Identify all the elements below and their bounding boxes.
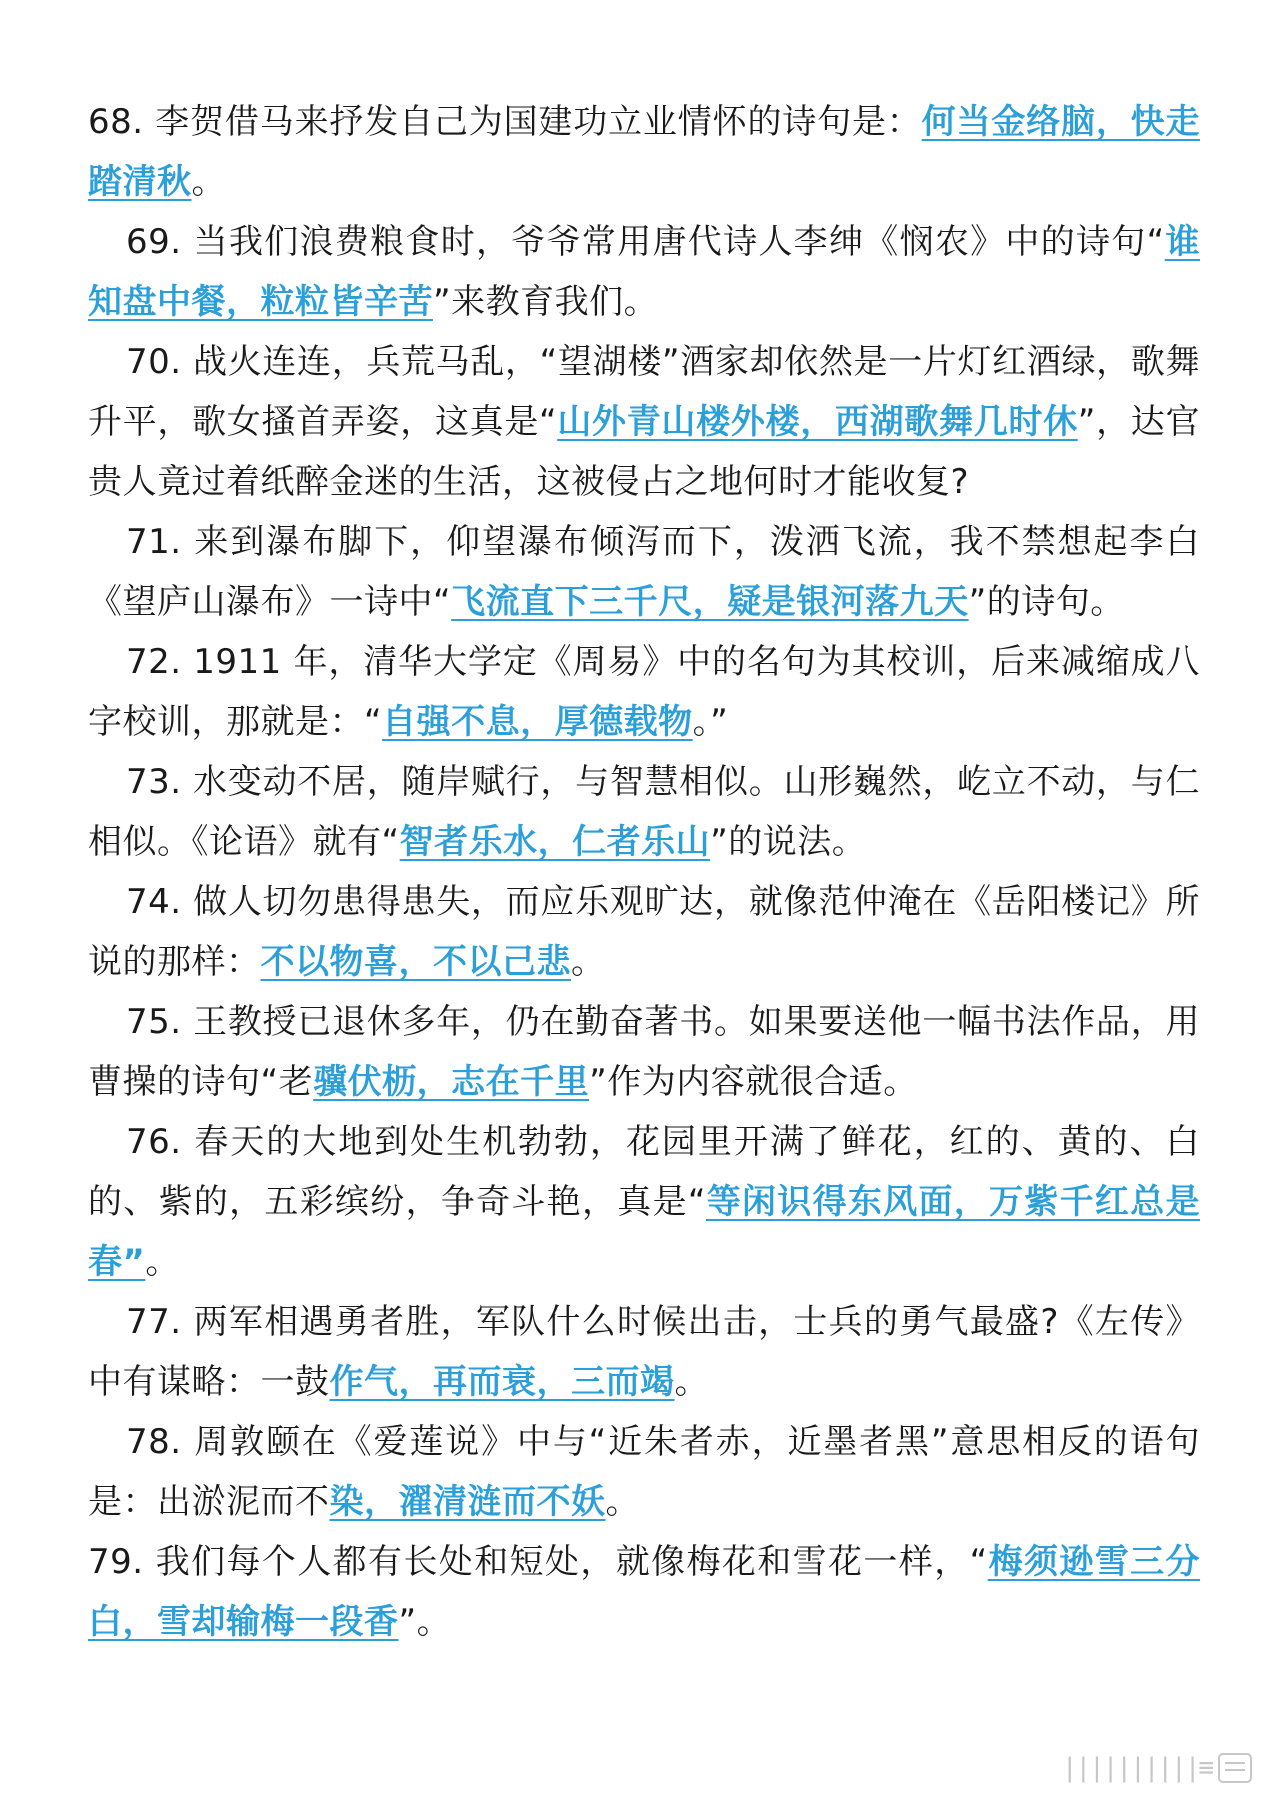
- answer-text: 作气，再而衰，三而竭: [329, 1362, 675, 1402]
- question-text: 79. 我们每个人都有长处和短处，就像梅花和雪花一样，“: [88, 1542, 988, 1582]
- question-tail: 。”: [692, 702, 729, 742]
- question-73: [88, 752, 1200, 872]
- question-78: [88, 1412, 1200, 1532]
- answer-text: 不以物喜，不以己悲: [260, 942, 571, 982]
- menu-icon: [1218, 1753, 1252, 1783]
- question-75: [88, 992, 1200, 1112]
- answer-text: 山外青山楼外楼，西湖歌舞几时休: [557, 402, 1078, 442]
- answer-text: 自强不息，厚德载物: [382, 702, 693, 742]
- question-70: [88, 332, 1200, 512]
- question-69: [88, 212, 1200, 332]
- answer-text: 谁知盘中餐，粒粒皆辛苦: [88, 222, 1200, 322]
- question-tail: 。: [145, 1242, 180, 1282]
- question-text: 71. 来到瀑布脚下，仰望瀑布倾泻而下，泼洒飞流，我不禁想起李白《望庐山瀑布》一诗中“: [88, 522, 1200, 622]
- answer-text: 骥伏枥，志在千里: [313, 1062, 590, 1102]
- question-text: 72. 1911 年，清华大学定《周易》中的名句为其校训，后来减缩成八字校训，那就是：“: [88, 642, 1200, 742]
- question-tail: ”来教育我们。: [433, 282, 659, 322]
- answer-text: 智者乐水，仁者乐山: [399, 822, 711, 862]
- question-text: 73. 水变动不居，随岸赋行，与智慧相似。山形巍然，屹立不动，与仁相似。《论语》就有“: [88, 762, 1200, 862]
- answer-text: 何当金络脑，快走踏清秋: [88, 102, 1200, 202]
- question-tail: ”的说法。: [710, 822, 867, 862]
- question-79: [88, 1532, 1200, 1652]
- question-tail: 。: [674, 1362, 709, 1402]
- question-tail: 。: [571, 942, 606, 982]
- question-tail: ”的诗句。: [968, 582, 1125, 622]
- answer-text: 飞流直下三千尺，疑是银河落九天: [451, 582, 969, 622]
- question-text: 74. 做人切勿患得患失，而应乐观旷达，就像范仲淹在《岳阳楼记》所说的那样：: [88, 882, 1200, 982]
- question-text: 77. 两军相遇勇者胜，军队什么时候出击，士兵的勇气最盛?《左传》中有谋略：一鼓: [88, 1302, 1200, 1402]
- question-74: [88, 872, 1200, 992]
- question-76: [88, 1112, 1200, 1292]
- question-77: [88, 1292, 1200, 1412]
- answer-text: 染，濯清涟而不妖: [329, 1482, 606, 1522]
- question-68: [88, 92, 1200, 212]
- question-text: 78. 周敦颐在《爱莲说》中与“近朱者赤，近墨者黑”意思相反的语句是：出淤泥而不: [88, 1422, 1200, 1522]
- question-tail: ”。: [398, 1602, 452, 1642]
- answer-text: 等闲识得东风面，万紫千红总是春”: [88, 1182, 1200, 1282]
- question-text: 68. 李贺借马来抒发自己为国建功立业情怀的诗句是：: [88, 102, 922, 142]
- question-text: 75. 王教授已退休多年，仍在勤奋著书。如果要送他一幅书法作品，用曹操的诗句“老: [88, 1002, 1200, 1102]
- watermark: [1042, 1750, 1252, 1786]
- question-text: 70. 战火连连，兵荒马乱，“望湖楼”酒家却依然是一片灯红酒绿，歌舞升平，歌女搔首弄姿，这真是“: [88, 342, 1200, 442]
- question-72: [88, 632, 1200, 752]
- document-body: [88, 92, 1200, 1652]
- question-tail: ”作为内容就很合适。: [589, 1062, 918, 1102]
- answer-text: 梅须逊雪三分白，雪却输梅一段香: [88, 1542, 1201, 1642]
- question-tail: ”，达官贵人竟过着纸醉金迷的生活，这被侵占之地何时才能收复?: [88, 402, 1200, 502]
- question-text: 69. 当我们浪费粮食时，爷爷常用唐代诗人李绅《悯农》中的诗句“: [126, 222, 1165, 262]
- question-tail: 。: [191, 162, 226, 202]
- question-tail: 。: [605, 1482, 640, 1522]
- question-71: [88, 512, 1200, 632]
- watermark-text: ||||||||||≡: [1061, 1753, 1212, 1783]
- question-text: 76. 春天的大地到处生机勃勃，花园里开满了鲜花，红的、黄的、白的、紫的，五彩缤纷，争奇斗艳，真是“: [88, 1122, 1200, 1222]
